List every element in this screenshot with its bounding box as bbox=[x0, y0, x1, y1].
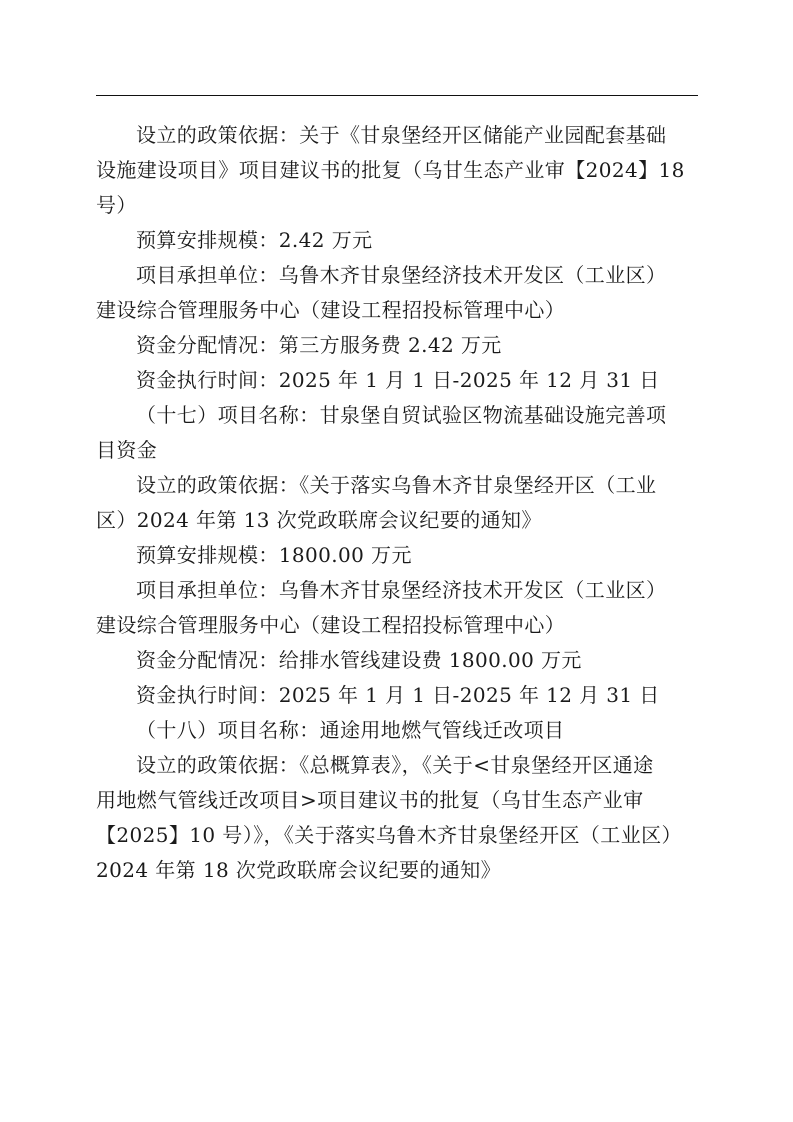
text-line: 建设综合管理服务中心（建设工程招投标管理中心） bbox=[96, 613, 566, 637]
text-line: （十八）项目名称：通途用地燃气管线迁改项目 bbox=[136, 718, 565, 742]
text-line: 号） bbox=[96, 193, 137, 217]
paragraph-undertaking-unit-17 bbox=[96, 573, 698, 643]
text-line: 目资金 bbox=[96, 438, 158, 462]
text-line: 资金分配情况：给排水管线建设费 1800.00 万元 bbox=[136, 648, 582, 672]
paragraph-policy-basis-18 bbox=[96, 748, 698, 888]
header-rule bbox=[96, 95, 698, 96]
text-line: 项目承担单位：乌鲁木齐甘泉堡经济技术开发区（工业区） bbox=[136, 578, 667, 602]
text-line: 区）2024 年第 13 次党政联席会议纪要的通知》 bbox=[96, 508, 542, 532]
paragraph-execution-time-16 bbox=[96, 363, 698, 398]
text-line: 项目承担单位：乌鲁木齐甘泉堡经济技术开发区（工业区） bbox=[136, 263, 667, 287]
text-line: 设立的政策依据：《关于落实乌鲁木齐甘泉堡经开区（工业 bbox=[136, 473, 657, 497]
text-line: 设立的政策依据：关于《甘泉堡经开区储能产业园配套基础 bbox=[136, 123, 667, 147]
text-line: 设立的政策依据：《总概算表》，《关于<甘泉堡经开区通途 bbox=[136, 753, 654, 777]
text-line: 设施建设项目》项目建议书的批复（乌甘生态产业审【2024】18 bbox=[96, 158, 685, 182]
paragraph-execution-time-17 bbox=[96, 678, 698, 713]
text-line: 建设综合管理服务中心（建设工程招投标管理中心） bbox=[96, 298, 566, 322]
paragraph-undertaking-unit-16 bbox=[96, 258, 698, 328]
paragraph-fund-allocation-16 bbox=[96, 328, 698, 363]
paragraph-policy-basis-17 bbox=[96, 468, 698, 538]
text-line: 资金执行时间：2025 年 1 月 1 日-2025 年 12 月 31 日 bbox=[136, 368, 660, 392]
text-line: 预算安排规模：2.42 万元 bbox=[136, 228, 373, 252]
document-body bbox=[96, 118, 698, 888]
text-line: 2024 年第 18 次党政联席会议纪要的通知》 bbox=[96, 858, 502, 882]
text-line: 资金执行时间：2025 年 1 月 1 日-2025 年 12 月 31 日 bbox=[136, 683, 660, 707]
text-line: 【2025】10 号）》，《关于落实乌鲁木齐甘泉堡经开区（工业区） bbox=[96, 823, 682, 847]
paragraph-budget-scale-17 bbox=[96, 538, 698, 573]
text-line: （十七）项目名称：甘泉堡自贸试验区物流基础设施完善项 bbox=[136, 403, 667, 427]
paragraph-project-name-18 bbox=[96, 713, 698, 748]
paragraph-fund-allocation-17 bbox=[96, 643, 698, 678]
paragraph-policy-basis-16 bbox=[96, 118, 698, 223]
paragraph-project-name-17 bbox=[96, 398, 698, 468]
text-line: 用地燃气管线迁改项目>项目建议书的批复（乌甘生态产业审 bbox=[96, 788, 644, 812]
paragraph-budget-scale-16 bbox=[96, 223, 698, 258]
text-line: 资金分配情况：第三方服务费 2.42 万元 bbox=[136, 333, 502, 357]
text-line: 预算安排规模：1800.00 万元 bbox=[136, 543, 412, 567]
